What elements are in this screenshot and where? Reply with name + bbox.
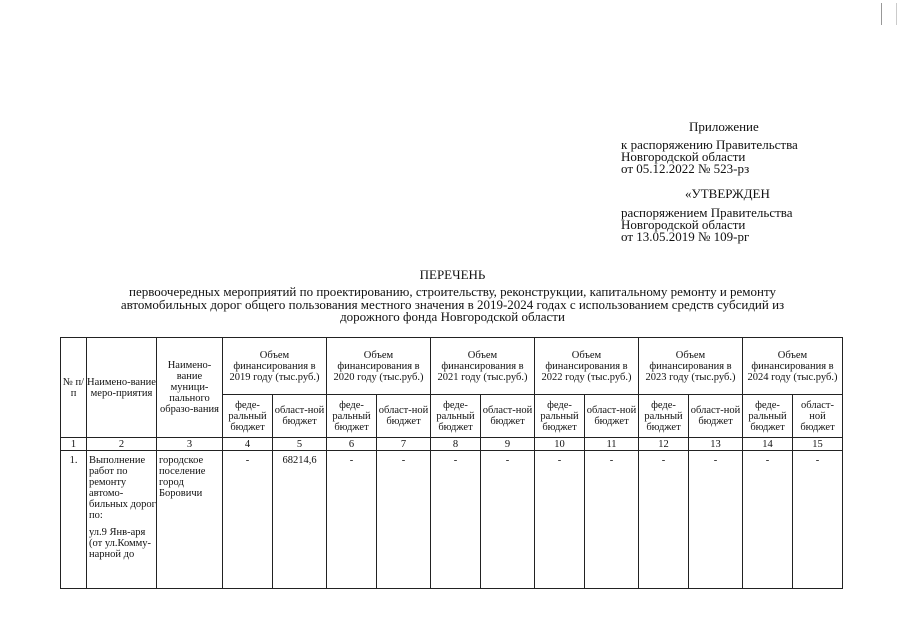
row-value <box>743 451 793 589</box>
row-value-text: - <box>713 455 718 466</box>
column-number: 7 <box>377 438 431 451</box>
approved-title: «УТВЕРЖДЕН <box>685 186 770 201</box>
row-value-text: 68214,6 <box>282 455 317 466</box>
column-number: 5 <box>273 438 327 451</box>
header-regional: област-ной бюджет <box>377 395 431 438</box>
column-number: 14 <box>743 438 793 451</box>
header-name: Наимено-вание меро-приятия <box>87 338 157 438</box>
column-number: 10 <box>535 438 585 451</box>
header-municipality: Наимено-вание муници-пального образо-вания <box>157 338 223 438</box>
row-value-text: - <box>557 455 562 466</box>
column-number: 9 <box>481 438 535 451</box>
row-value-text: - <box>349 455 354 466</box>
row-name <box>87 451 157 589</box>
row-no-text: 1. <box>69 455 78 466</box>
row-value <box>585 451 639 589</box>
row-value-text: - <box>505 455 510 466</box>
header-year-2022: Объем финансирования в 2022 году (тыс.руб.) <box>535 338 639 395</box>
row-value <box>689 451 743 589</box>
approved-line: Новгородской области <box>621 217 746 232</box>
row-value <box>431 451 481 589</box>
header-federal: феде-ральный бюджет <box>431 395 481 438</box>
row-municipality-text: городское поселение город Боровичи <box>159 455 206 499</box>
header-regional: област-ной бюджет <box>273 395 327 438</box>
appendix-line: к распоряжению Правительства <box>621 137 798 152</box>
row-name-text: Выполнение работ по ремонту автомо-бильных дорог по: <box>89 455 156 521</box>
row-value-text: - <box>609 455 614 466</box>
row-municipality <box>157 451 223 589</box>
row-value <box>377 451 431 589</box>
approved-line: от 13.05.2019 № 109-рг <box>621 229 750 244</box>
row-value-text: - <box>765 455 770 466</box>
appendix-title: Приложение <box>689 119 759 134</box>
row-value <box>793 451 843 589</box>
subtitle-line: автомобильных дорог общего пользования местного значения в 2019-2024 годах с использованием средств субсидий из <box>120 296 785 312</box>
subtitle-line: первоочередных мероприятий по проектированию, строительству, реконструкции, капитальному ремонту и ремонту <box>128 284 776 299</box>
row-value <box>535 451 585 589</box>
column-number: 12 <box>639 438 689 451</box>
row-value <box>327 451 377 589</box>
column-number: 6 <box>327 438 377 451</box>
document-title: ПЕРЕЧЕНЬ <box>419 267 486 282</box>
page-edge-mark <box>881 3 897 25</box>
row-value <box>481 451 535 589</box>
column-number: 1 <box>61 438 87 451</box>
table-row <box>61 451 843 589</box>
row-value-text: - <box>401 455 406 466</box>
header-year-2019: Объем финансирования в 2019 году (тыс.руб.) <box>223 338 327 395</box>
row-name-extra: ул.9 Янв-аря (от ул.Комму-нарной до <box>89 527 152 560</box>
row-value-text: - <box>661 455 666 466</box>
header-year-2021: Объем финансирования в 2021 году (тыс.руб.) <box>431 338 535 395</box>
header-federal: феде-ральный бюджет <box>743 395 793 438</box>
approved-line: распоряжением Правительства <box>621 205 793 220</box>
header-regional: област-ной бюджет <box>481 395 535 438</box>
header-year-2023: Объем финансирования в 2023 году (тыс.руб.) <box>639 338 743 395</box>
column-number: 15 <box>793 438 843 451</box>
header-federal: феде-ральный бюджет <box>327 395 377 438</box>
header-no: № п/п <box>61 338 87 438</box>
subtitle-line: дорожного фонда Новгородской области <box>340 309 565 324</box>
header-regional: област-ной бюджет <box>793 395 843 438</box>
column-number: 4 <box>223 438 273 451</box>
column-number: 13 <box>689 438 743 451</box>
header-federal: феде-ральный бюджет <box>223 395 273 438</box>
column-number: 8 <box>431 438 481 451</box>
row-value <box>223 451 273 589</box>
financing-table <box>60 337 843 589</box>
header-year-2024: Объем финансирования в 2024 году (тыс.руб.) <box>743 338 843 395</box>
header-federal: феде-ральный бюджет <box>535 395 585 438</box>
row-value-text: - <box>245 455 250 466</box>
column-number: 2 <box>87 438 157 451</box>
row-value <box>639 451 689 589</box>
document-subtitle <box>60 286 845 324</box>
row-value-text: - <box>815 455 820 466</box>
header-regional: област-ной бюджет <box>585 395 639 438</box>
header-regional: област-ной бюджет <box>689 395 743 438</box>
column-number: 3 <box>157 438 223 451</box>
row-value-text: - <box>453 455 458 466</box>
column-number: 11 <box>585 438 639 451</box>
header-federal: феде-ральный бюджет <box>639 395 689 438</box>
row-value <box>273 451 327 589</box>
row-no <box>61 451 87 589</box>
appendix-line: от 05.12.2022 № 523-рз <box>621 161 750 176</box>
header-year-2020: Объем финансирования в 2020 году (тыс.руб.) <box>327 338 431 395</box>
appendix-line: Новгородской области <box>621 149 746 164</box>
